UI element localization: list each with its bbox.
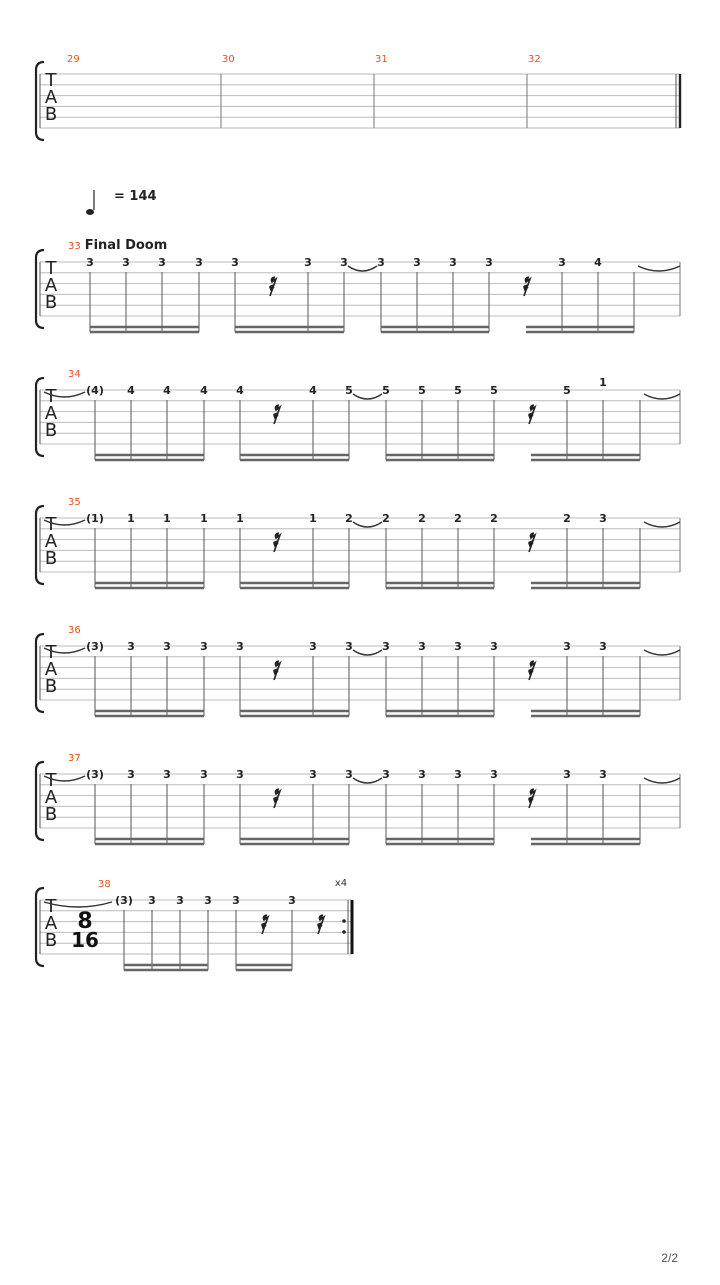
- fret-number: 3: [345, 768, 353, 781]
- tie-arc: [353, 778, 382, 783]
- tab-clef-letter: A: [44, 659, 58, 680]
- fret-number: 4: [163, 384, 171, 397]
- tab-clef-letter: B: [44, 804, 58, 825]
- tied-fret-number: (3): [86, 640, 104, 653]
- fret-number: 3: [563, 768, 571, 781]
- fret-number: 3: [345, 640, 353, 653]
- rest-dot: [273, 669, 277, 673]
- section-marker: Final Doom: [84, 238, 168, 253]
- fret-number: 3: [288, 894, 296, 907]
- fret-number: 3: [236, 768, 244, 781]
- fret-number: 4: [594, 256, 602, 269]
- fret-number: 3: [599, 640, 607, 653]
- fret-number: 5: [382, 384, 390, 397]
- fret-number: 3: [86, 256, 94, 269]
- fret-number: 3: [454, 640, 462, 653]
- rest-dot: [263, 915, 267, 919]
- rest-dot: [273, 541, 277, 545]
- fret-number: 1: [309, 512, 317, 525]
- fret-number: 3: [163, 640, 171, 653]
- tab-clef-letter: A: [44, 403, 58, 424]
- fret-number: 3: [176, 894, 184, 907]
- fret-number: 5: [454, 384, 462, 397]
- rest-dot: [271, 277, 275, 281]
- fret-number: 3: [231, 256, 239, 269]
- rest-dot: [530, 789, 534, 793]
- tied-fret-number: (3): [115, 894, 133, 907]
- tab-system-7: [36, 878, 352, 970]
- rest-dot: [525, 277, 529, 281]
- tab-clef-letter: A: [44, 913, 58, 934]
- rest-dot: [269, 285, 273, 289]
- measure-number: 34: [68, 369, 81, 380]
- fret-number: 3: [490, 768, 498, 781]
- tab-clef-letter: B: [44, 420, 58, 441]
- rest-dot: [528, 413, 532, 417]
- tab-clef-letter: T: [45, 642, 57, 663]
- tab-clef-letter: T: [45, 386, 57, 407]
- tab-clef-letter: B: [44, 292, 58, 313]
- tempo-marking: = 144: [114, 189, 157, 204]
- tab-clef-letter: T: [45, 770, 57, 791]
- tab-clef-letter: A: [44, 87, 58, 108]
- measure-number: 38: [98, 879, 111, 890]
- repeat-dot: [342, 919, 346, 923]
- fret-number: 3: [158, 256, 166, 269]
- fret-number: 2: [563, 512, 571, 525]
- rest-dot: [275, 533, 279, 537]
- tied-fret-number: (1): [86, 512, 104, 525]
- tie-arc: [353, 650, 382, 655]
- fret-number: 3: [599, 512, 607, 525]
- fret-number: 3: [304, 256, 312, 269]
- tie-arc: [353, 394, 382, 399]
- tie-arc: [644, 778, 680, 783]
- fret-number: 5: [490, 384, 498, 397]
- tied-fret-number: (3): [86, 768, 104, 781]
- tab-clef-letter: T: [45, 514, 57, 535]
- repeat-dot: [342, 930, 346, 934]
- tab-clef-letter: B: [44, 676, 58, 697]
- fret-number: 3: [418, 768, 426, 781]
- fret-number: 1: [163, 512, 171, 525]
- rest-dot: [317, 923, 321, 927]
- tab-clef-letter: A: [44, 275, 58, 296]
- fret-number: 3: [127, 640, 135, 653]
- rest-dot: [530, 661, 534, 665]
- fret-number: 2: [345, 512, 353, 525]
- fret-number: 4: [309, 384, 317, 397]
- tab-system-3: [36, 369, 680, 460]
- fret-number: 3: [200, 640, 208, 653]
- tie-arc: [353, 522, 382, 527]
- tie-arc: [644, 522, 680, 527]
- fret-number: 1: [127, 512, 135, 525]
- fret-number: 4: [200, 384, 208, 397]
- rest-dot: [523, 285, 527, 289]
- rest-dot: [319, 915, 323, 919]
- tempo-note-head: [86, 209, 94, 215]
- fret-number: 5: [345, 384, 353, 397]
- fret-number: 5: [563, 384, 571, 397]
- fret-number: 3: [558, 256, 566, 269]
- fret-number: 5: [418, 384, 426, 397]
- fret-number: 3: [382, 768, 390, 781]
- tab-system-4: [36, 497, 680, 588]
- tab-clef-letter: A: [44, 787, 58, 808]
- measure-number: 37: [68, 753, 81, 764]
- tie-arc: [348, 266, 377, 271]
- rest-dot: [528, 541, 532, 545]
- tab-system-1: [36, 54, 680, 140]
- rest-dot: [261, 923, 265, 927]
- fret-number: 3: [599, 768, 607, 781]
- fret-number: 3: [449, 256, 457, 269]
- fret-number: 2: [454, 512, 462, 525]
- fret-number: 3: [377, 256, 385, 269]
- fret-number: 4: [127, 384, 135, 397]
- fret-number: 3: [236, 640, 244, 653]
- tab-clef-letter: B: [44, 548, 58, 569]
- rest-dot: [273, 413, 277, 417]
- rest-dot: [275, 405, 279, 409]
- fret-number: 3: [485, 256, 493, 269]
- rest-dot: [275, 661, 279, 665]
- page-number: 2/2: [661, 1251, 678, 1265]
- fret-number: 3: [163, 768, 171, 781]
- fret-number: 2: [490, 512, 498, 525]
- tab-clef-letter: T: [45, 896, 57, 917]
- tab-clef-letter: A: [44, 531, 58, 552]
- fret-number: 3: [195, 256, 203, 269]
- fret-number: 3: [148, 894, 156, 907]
- fret-number: 1: [236, 512, 244, 525]
- measure-number: 32: [528, 54, 541, 65]
- fret-number: 3: [127, 768, 135, 781]
- measure-number: 30: [222, 54, 235, 65]
- tie-arc: [644, 394, 680, 399]
- fret-number: 3: [232, 894, 240, 907]
- fret-number: 2: [382, 512, 390, 525]
- rest-dot: [530, 533, 534, 537]
- tab-system-2: [36, 189, 680, 332]
- tab-system-5: [36, 625, 680, 716]
- rest-dot: [275, 789, 279, 793]
- fret-number: 1: [200, 512, 208, 525]
- fret-number: 3: [122, 256, 130, 269]
- tie-arc: [644, 650, 680, 655]
- repeat-count: x4: [334, 878, 348, 889]
- rest-dot: [528, 669, 532, 673]
- fret-number: 3: [382, 640, 390, 653]
- tab-clef-letter: B: [44, 930, 58, 951]
- tied-fret-number: (4): [86, 384, 104, 397]
- measure-number: 35: [68, 497, 81, 508]
- fret-number: 3: [413, 256, 421, 269]
- fret-number: 3: [309, 640, 317, 653]
- fret-number: 3: [309, 768, 317, 781]
- tab-clef-letter: B: [44, 104, 58, 125]
- measure-number: 36: [68, 625, 81, 636]
- tie-arc: [638, 266, 680, 271]
- measure-number: 31: [375, 54, 388, 65]
- time-signature-denominator: 16: [71, 928, 99, 952]
- rest-dot: [528, 797, 532, 801]
- fret-number: 3: [454, 768, 462, 781]
- fret-number: 3: [490, 640, 498, 653]
- fret-number: 3: [200, 768, 208, 781]
- tab-clef-letter: T: [45, 258, 57, 279]
- fret-number: 3: [204, 894, 212, 907]
- measure-number: 33: [68, 241, 81, 252]
- fret-number: 1: [599, 376, 607, 389]
- rest-dot: [273, 797, 277, 801]
- tab-system-6: [36, 753, 680, 844]
- time-signature-numerator: 8: [77, 909, 93, 934]
- rest-dot: [530, 405, 534, 409]
- fret-number: 2: [418, 512, 426, 525]
- fret-number: 3: [340, 256, 348, 269]
- fret-number: 3: [418, 640, 426, 653]
- fret-number: 4: [236, 384, 244, 397]
- measure-number: 29: [67, 54, 80, 65]
- fret-number: 3: [563, 640, 571, 653]
- tab-clef-letter: T: [45, 70, 57, 91]
